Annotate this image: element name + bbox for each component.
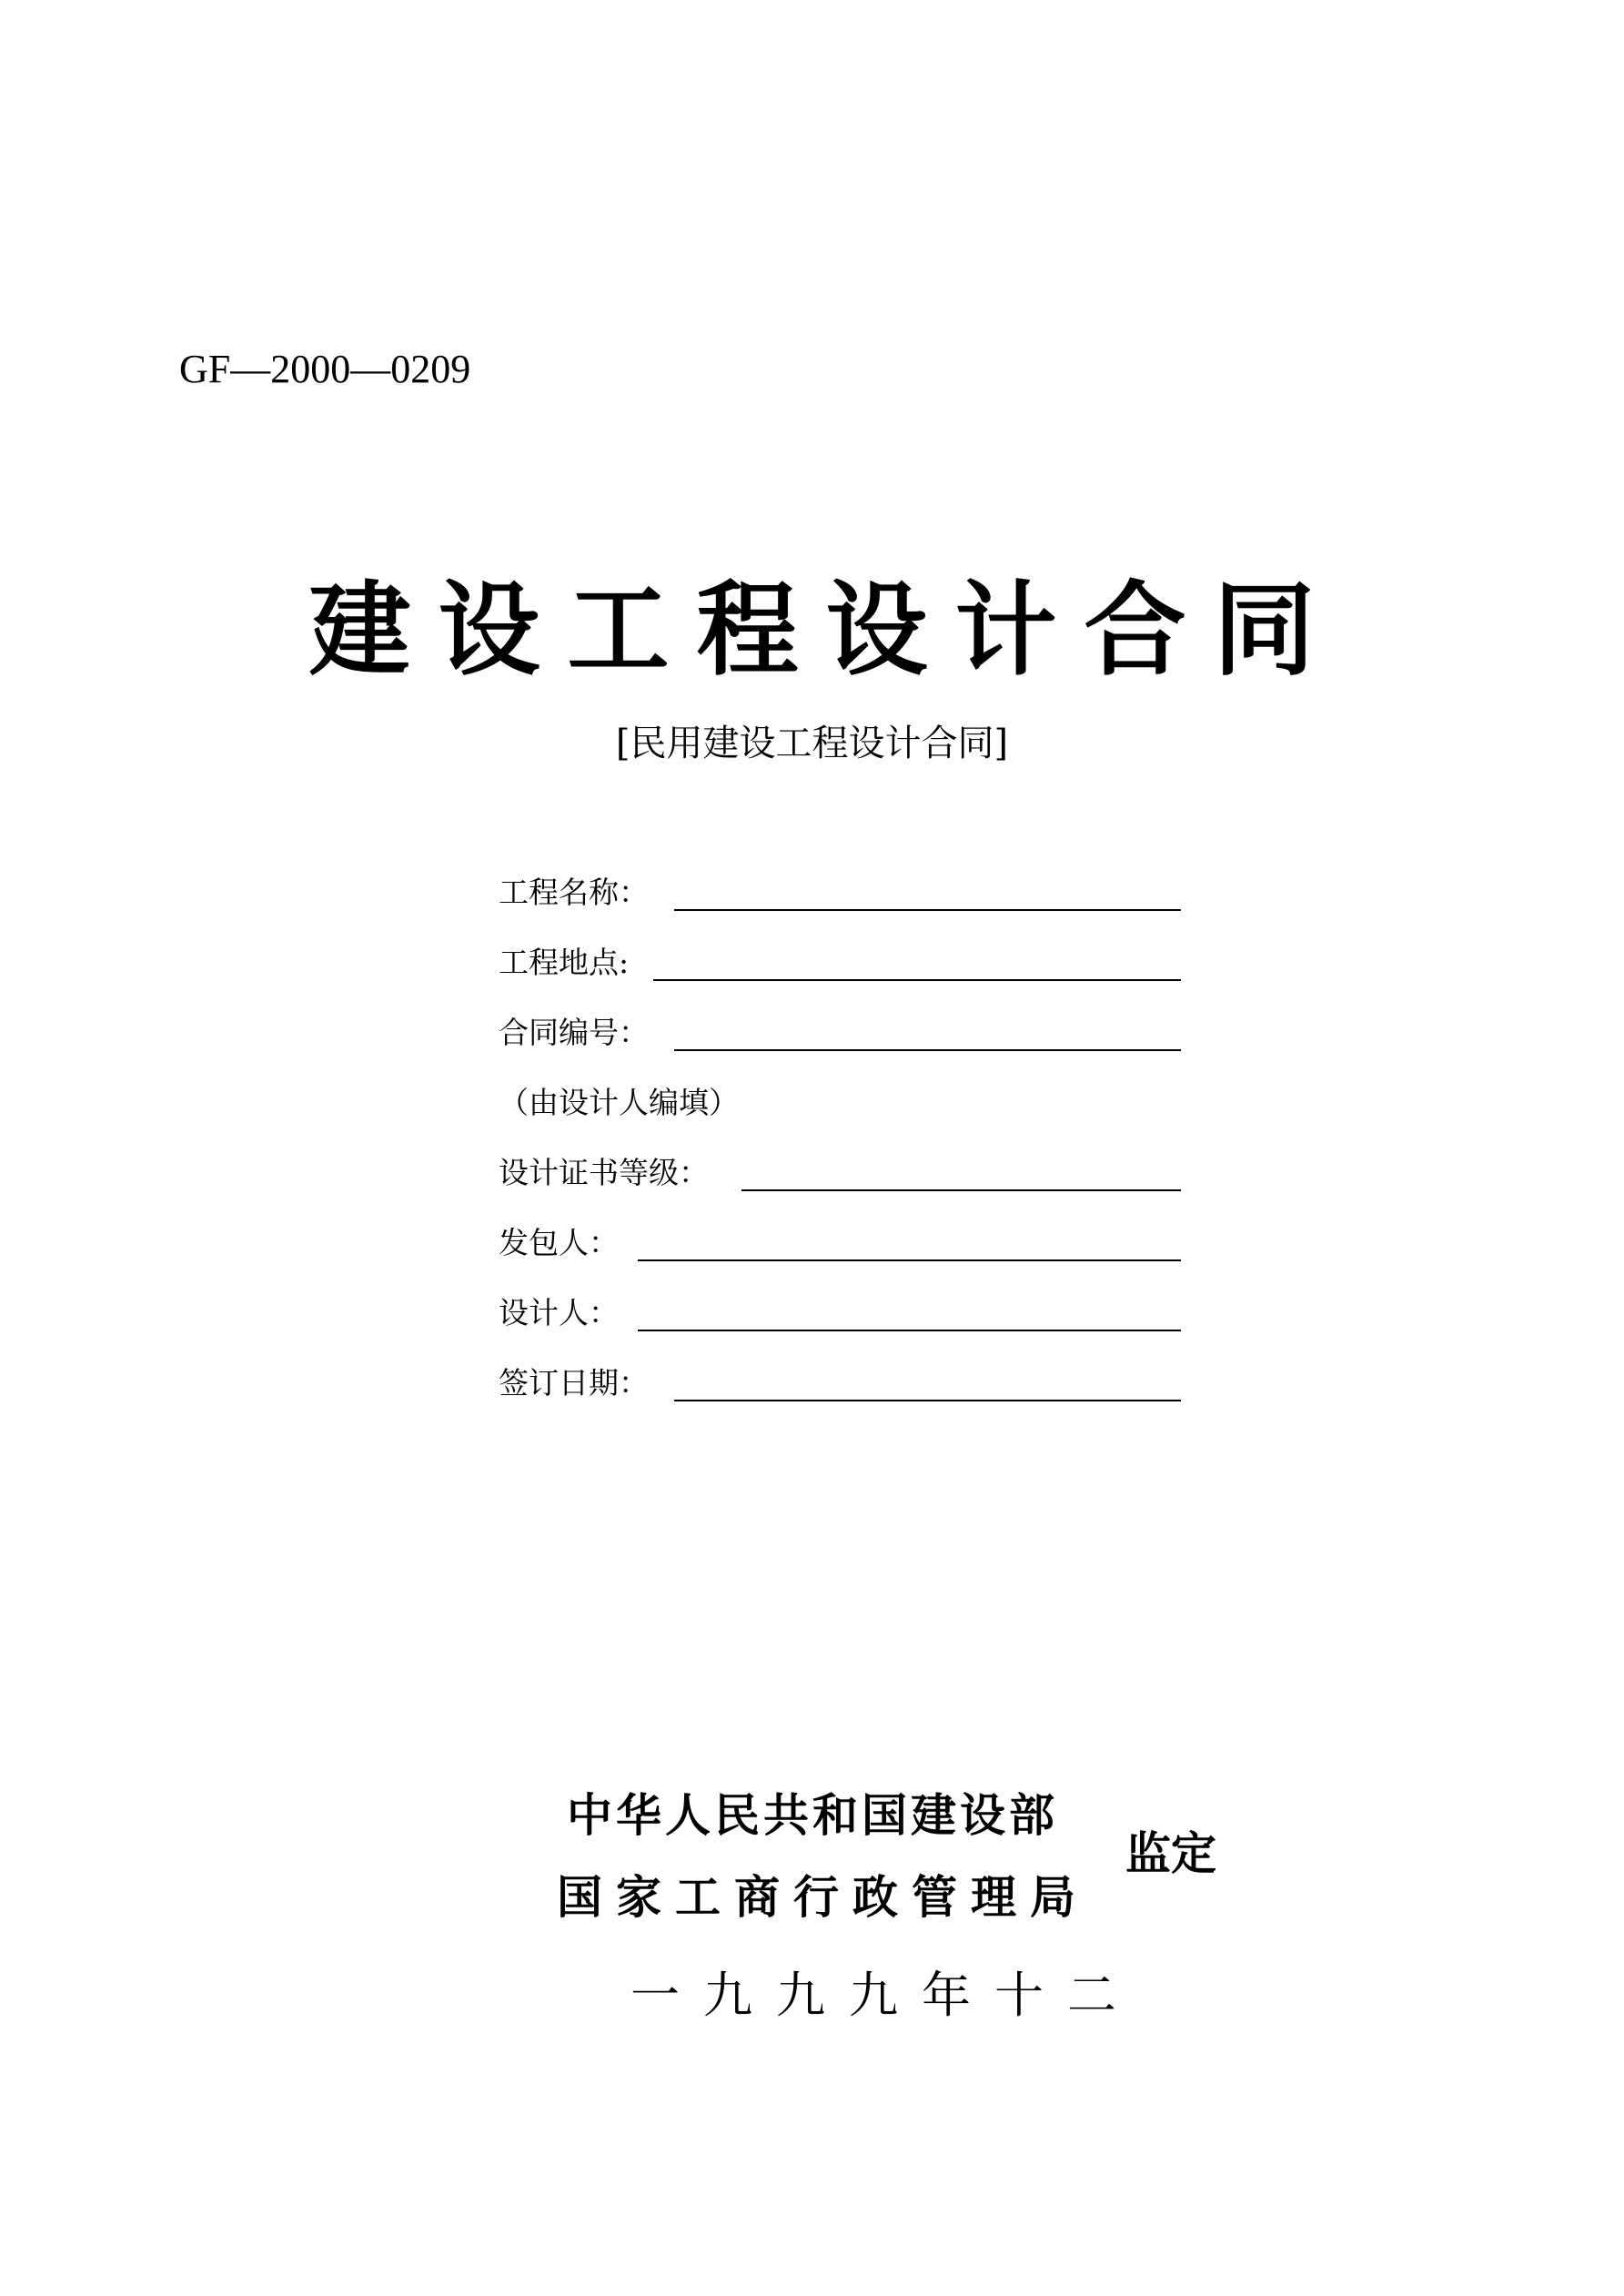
field-project-location (499, 939, 1181, 1009)
issuer-ministry: 中华人民共和国建设部 (567, 1789, 1058, 1842)
field-label: 签订日期： (499, 1365, 649, 1401)
blank-line (741, 1189, 1181, 1191)
field-label: 发包人： (499, 1225, 619, 1260)
field-note (499, 1079, 1181, 1149)
field-label: 设计证书等级： (499, 1155, 709, 1190)
blank-line (638, 1259, 1181, 1261)
contract-info-fields (499, 869, 1181, 1430)
field-label: 工程地点: (499, 945, 630, 980)
field-note-text: （由设计人编填） (499, 1085, 739, 1120)
blank-line (653, 979, 1181, 981)
issuing-authorities (0, 1784, 1624, 2038)
document-title: 建设工程设计合同 (308, 571, 1343, 690)
field-designer (499, 1290, 1181, 1360)
blank-line (674, 909, 1181, 911)
document-code: GF—2000—0209 (179, 347, 471, 391)
field-project-name (499, 869, 1181, 939)
field-label: 工程名称： (499, 875, 649, 910)
blank-line (674, 1400, 1181, 1401)
field-client (499, 1219, 1181, 1290)
field-signing-date (499, 1360, 1181, 1430)
approval-mark: 监定 (1125, 1827, 1216, 1880)
field-design-certificate-grade (499, 1149, 1181, 1219)
field-label: 合同编号： (499, 1015, 649, 1050)
field-contract-number (499, 1009, 1181, 1079)
issuer-administration: 国家工商行政管理局 (557, 1871, 1089, 1924)
issue-date: 一九九九年十二 (630, 1967, 1140, 2024)
blank-line (674, 1049, 1181, 1051)
field-label: 设计人： (499, 1295, 619, 1330)
blank-line (638, 1330, 1181, 1331)
document-subtitle: [民用建设工程设计合同] (615, 723, 1009, 764)
